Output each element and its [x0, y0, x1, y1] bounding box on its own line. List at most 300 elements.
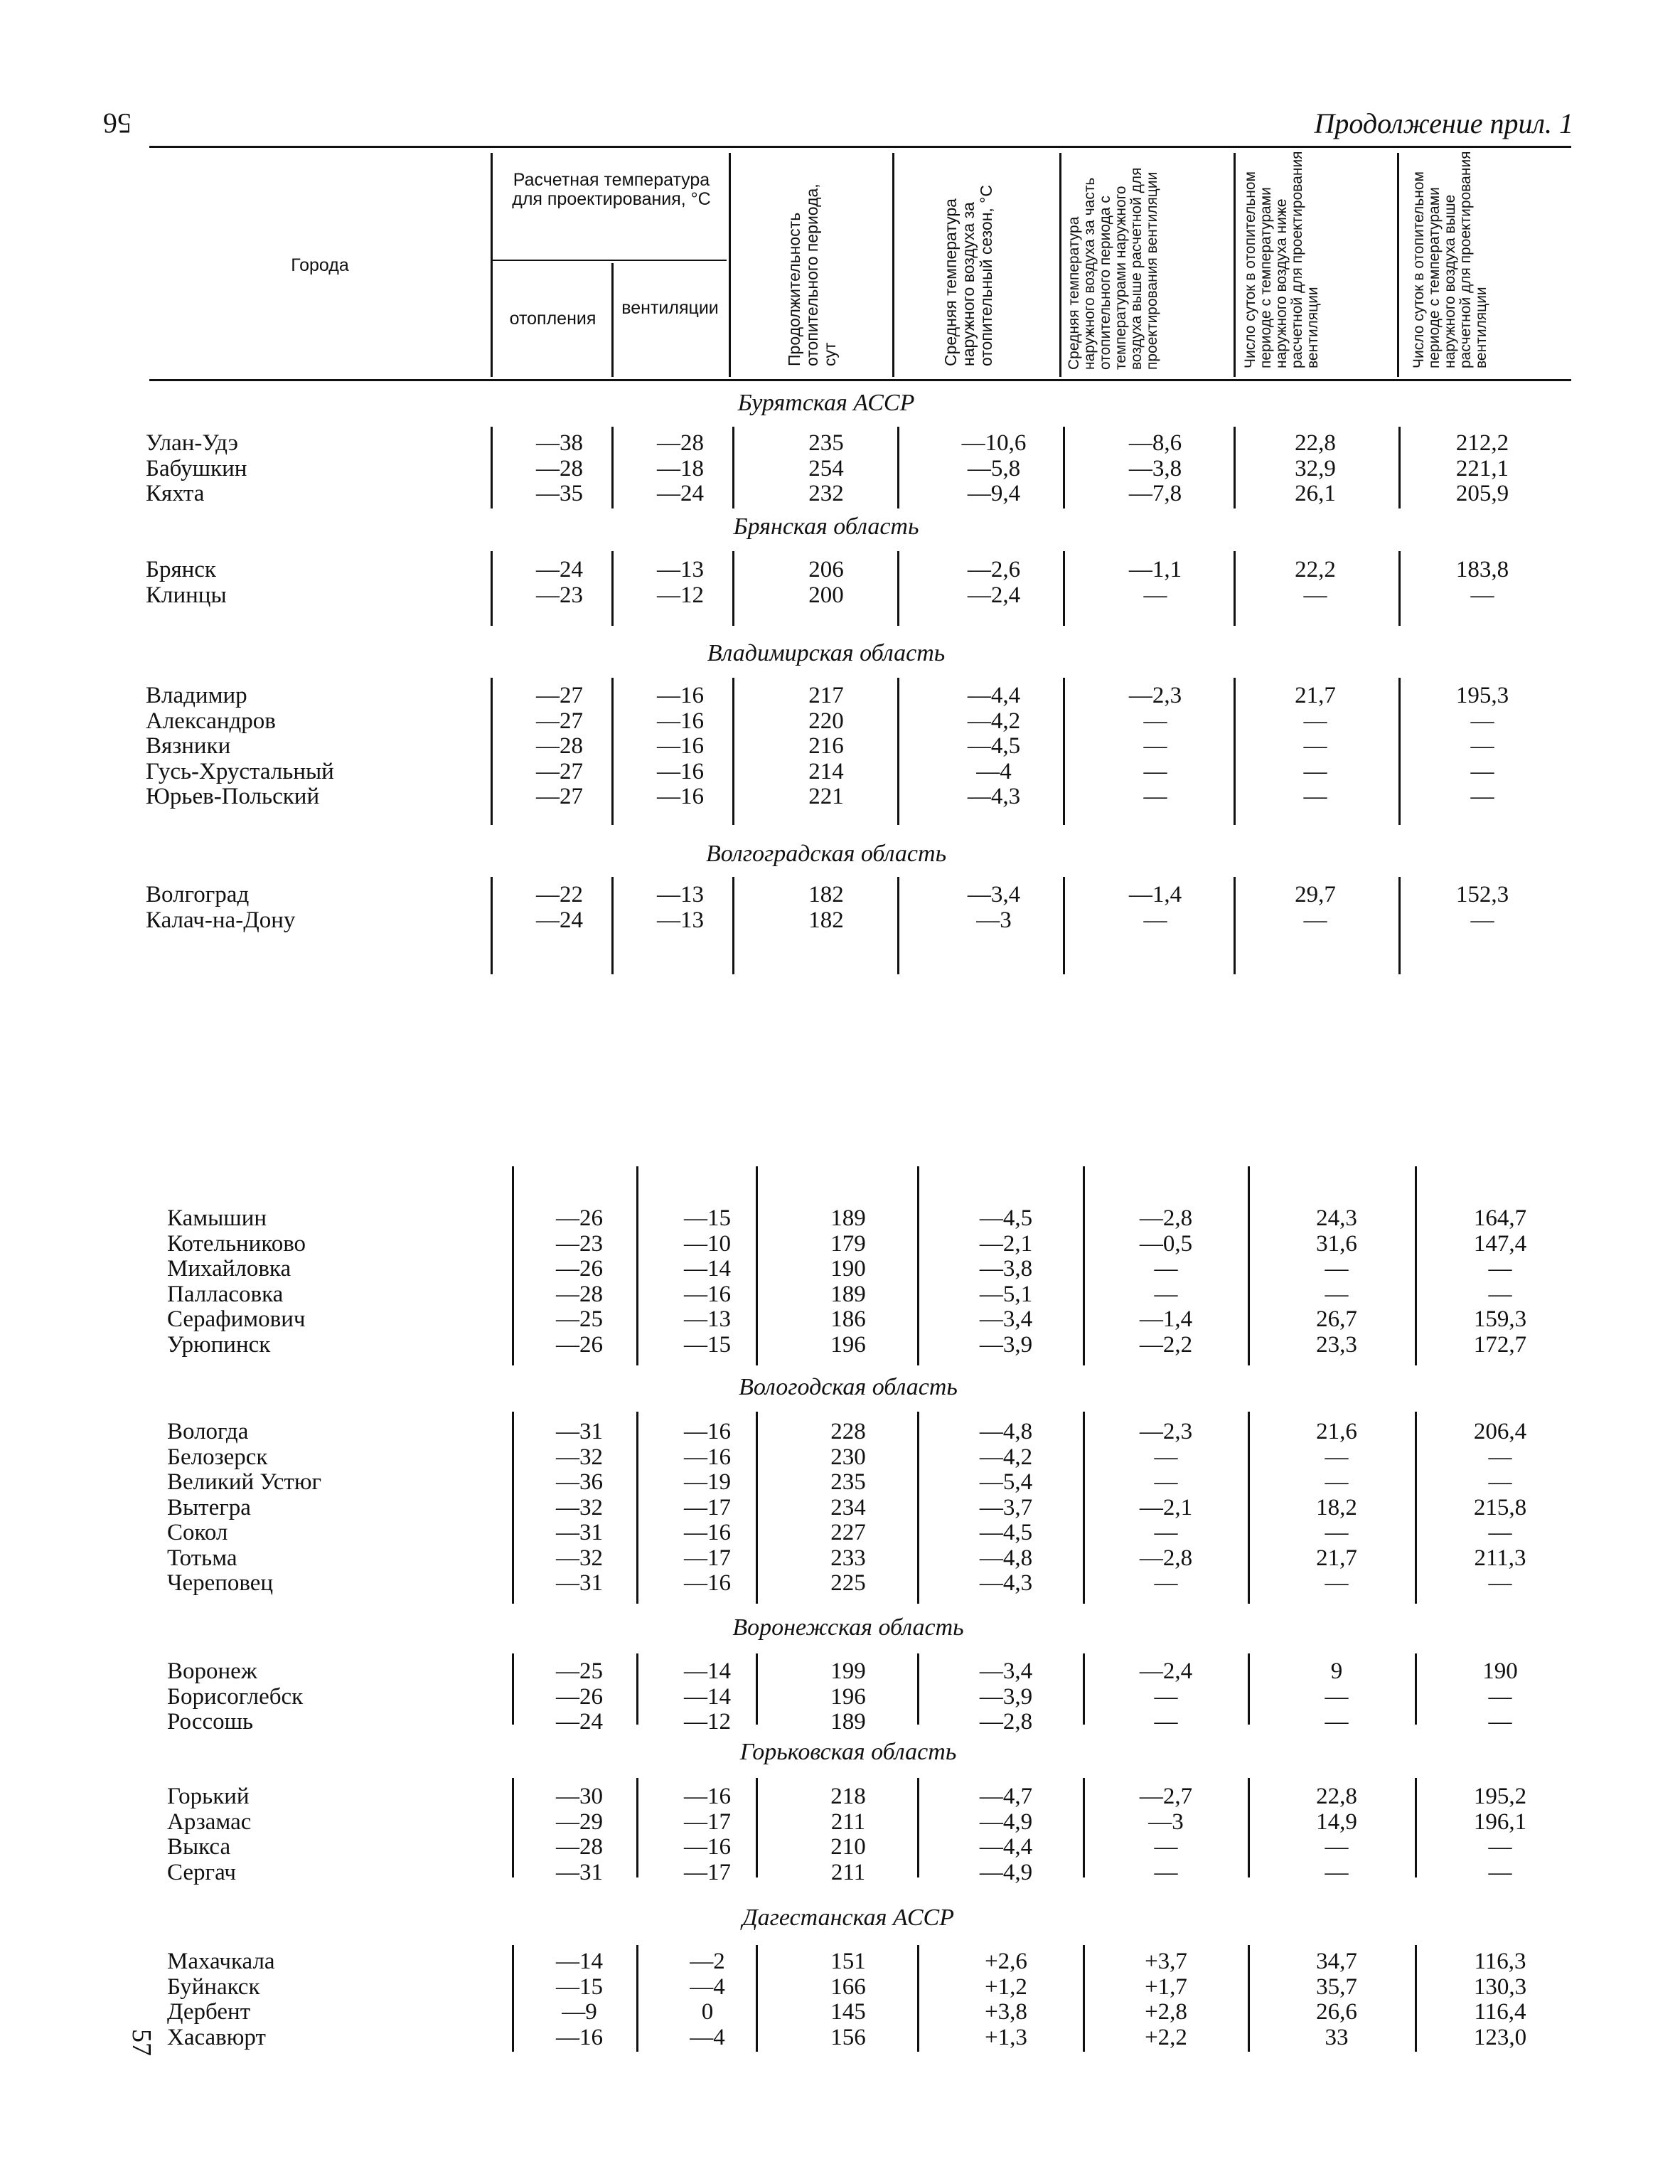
cell-d: 189: [830, 1281, 866, 1307]
cell-db: 34,7: [1316, 1949, 1357, 1974]
column-rule: [732, 678, 734, 825]
cell-d: 145: [830, 1999, 866, 2025]
cell-da: 190: [1482, 1658, 1518, 1684]
cell-t: —5,4: [979, 1469, 1033, 1495]
city-name: Вологда: [167, 1419, 249, 1444]
column-rule: [1063, 877, 1065, 974]
cell-t: —4,7: [979, 1784, 1033, 1809]
city-name: Вязники: [146, 733, 231, 759]
cell-tp: —: [1143, 758, 1167, 784]
cell-db: 26,1: [1295, 481, 1336, 506]
cell-db: 26,6: [1316, 1999, 1357, 2025]
cell-db: —: [1325, 1683, 1349, 1710]
cell-h: —24: [536, 907, 583, 933]
cell-v: —14: [684, 1256, 731, 1282]
column-rule: [1234, 877, 1236, 974]
cell-t: —2,4: [967, 582, 1021, 608]
cell-h: —28: [536, 455, 583, 481]
cell-db: 32,9: [1295, 455, 1336, 481]
column-rule: [1398, 678, 1401, 825]
cell-tp: —2,7: [1139, 1784, 1193, 1809]
cell-t: —5,1: [979, 1281, 1033, 1307]
column-rule: [1398, 551, 1401, 626]
cell-t: —3,8: [979, 1256, 1033, 1282]
cell-tp: —3,8: [1128, 455, 1182, 481]
column-rule: [636, 1945, 638, 2052]
hdr-vline: [1234, 153, 1236, 377]
cell-v: —16: [657, 758, 704, 784]
cell-d: 227: [830, 1520, 866, 1545]
cell-tp: —: [1154, 1834, 1178, 1860]
cell-d: 196: [830, 1331, 866, 1358]
region-title: Владимирская область: [707, 640, 946, 666]
cell-db: 26,7: [1316, 1306, 1357, 1332]
column-rule: [1248, 1166, 1250, 1365]
column-rule: [512, 1412, 514, 1604]
column-rule: [1248, 1945, 1250, 2052]
cell-h: —36: [556, 1469, 603, 1495]
cell-h: —27: [536, 683, 583, 708]
column-rule: [1398, 427, 1401, 508]
cell-v: —16: [657, 784, 704, 809]
column-rule: [1083, 1653, 1085, 1725]
cell-tp: —: [1154, 1570, 1178, 1596]
cell-v: —12: [684, 1709, 731, 1735]
cell-db: 9: [1330, 1658, 1343, 1684]
cell-da: 172,7: [1473, 1331, 1527, 1358]
cell-h: —32: [556, 1545, 603, 1571]
column-rule: [512, 1653, 514, 1725]
cell-da: 130,3: [1473, 1973, 1527, 2000]
city-name: Буйнакск: [167, 1973, 260, 2000]
cell-d: 189: [830, 1709, 866, 1735]
cell-da: —: [1488, 1469, 1512, 1495]
column-rule: [917, 1945, 919, 2052]
region-title: Воронежская область: [732, 1614, 964, 1641]
header-avg-temp-part: Средняя температура наружного воздуха за часть отопительного периода с температурами наружного воздуха выше расчетной для проектирования вентиляции: [1066, 167, 1160, 370]
cell-da: —: [1488, 1444, 1512, 1470]
cell-db: —: [1303, 758, 1327, 784]
cell-v: —4: [690, 1973, 725, 2000]
cell-d: 190: [830, 1256, 866, 1282]
column-rule: [897, 678, 899, 825]
cell-tp: —1,1: [1128, 557, 1182, 582]
cell-h: —27: [536, 758, 583, 784]
cell-db: 23,3: [1316, 1331, 1357, 1358]
column-rule: [636, 1166, 638, 1365]
column-rule: [611, 551, 614, 626]
cell-da: —: [1488, 1256, 1512, 1282]
region-title: Горьковская область: [739, 1739, 957, 1765]
cell-d: 211: [830, 1809, 866, 1835]
cell-h: —31: [556, 1570, 603, 1596]
cell-d: 234: [830, 1494, 866, 1520]
cell-db: 21,7: [1316, 1545, 1357, 1571]
column-rule: [732, 551, 734, 626]
cell-h: —24: [536, 557, 583, 582]
cell-da: 212,2: [1455, 430, 1509, 456]
column-rule: [1415, 1945, 1417, 2052]
region-title: Вологодская область: [739, 1374, 958, 1400]
cell-db: —: [1303, 907, 1327, 933]
city-name: Кяхта: [146, 481, 205, 506]
cell-h: —26: [556, 1256, 603, 1282]
cell-db: —: [1325, 1256, 1349, 1282]
cell-d: 211: [830, 1859, 866, 1885]
city-name: Камышин: [167, 1205, 267, 1231]
cell-tp: —1,4: [1139, 1306, 1193, 1332]
cell-da: —: [1470, 907, 1494, 933]
cell-h: —26: [556, 1205, 603, 1231]
city-name: Улан-Удэ: [146, 430, 238, 456]
city-name: Выкса: [167, 1834, 231, 1860]
cell-t: —4,3: [967, 784, 1021, 809]
cell-d: 214: [808, 758, 844, 784]
column-rule: [636, 1412, 638, 1604]
header-ventilation: вентиляции: [621, 298, 719, 318]
cell-d: 217: [808, 683, 844, 708]
cell-tp: —0,5: [1139, 1230, 1193, 1257]
cell-tp: —8,6: [1128, 430, 1182, 456]
cell-da: 116,3: [1474, 1949, 1526, 1974]
header-heating: отопления: [509, 309, 596, 329]
cell-v: —14: [684, 1683, 731, 1710]
cell-db: 29,7: [1295, 882, 1336, 907]
cell-tp: +3,7: [1145, 1949, 1187, 1974]
city-name: Палласовка: [167, 1281, 284, 1307]
cell-d: 182: [808, 907, 844, 933]
cell-da: 206,4: [1473, 1419, 1527, 1444]
cell-h: —30: [556, 1784, 603, 1809]
cell-h: —16: [556, 2024, 603, 2050]
city-name: Гусь-Хрустальный: [146, 758, 334, 784]
cell-d: 216: [808, 733, 844, 759]
hdr-vline: [611, 263, 614, 377]
cell-d: 200: [808, 582, 844, 608]
cell-t: —3: [976, 907, 1012, 933]
cell-tp: —2,3: [1128, 683, 1182, 708]
cell-t: +1,3: [985, 2024, 1027, 2050]
city-name: Александров: [146, 708, 276, 734]
hdr-vline: [1059, 153, 1061, 377]
header-sub-rule: [492, 260, 727, 261]
cell-tp: —1,4: [1128, 882, 1182, 907]
cell-d: 199: [830, 1658, 866, 1684]
cell-db: —: [1303, 784, 1327, 809]
cell-h: —32: [556, 1494, 603, 1520]
cell-d: 235: [808, 430, 844, 456]
cell-v: —12: [657, 582, 704, 608]
city-name: Сергач: [167, 1859, 237, 1885]
cell-v: —17: [684, 1859, 731, 1885]
cell-tp: —: [1154, 1520, 1178, 1545]
cell-h: —28: [556, 1834, 603, 1860]
cell-h: —38: [536, 430, 583, 456]
city-name: Волгоград: [146, 882, 250, 907]
region-title: Брянская область: [733, 513, 919, 540]
hdr-vline: [892, 153, 894, 377]
header-avg-temp: Средняя температура наружного воздуха за отопительный сезон, °С: [941, 185, 995, 366]
cell-v: —16: [684, 1520, 731, 1545]
header-days-below: Число суток в отопительном периоде с температурами наружного воздуха ниже расчетной для проектирования вентиляции: [1242, 151, 1321, 368]
cell-da: —: [1488, 1709, 1512, 1735]
cell-v: —14: [684, 1658, 731, 1684]
column-rule: [512, 1166, 514, 1365]
cell-t: —2,1: [979, 1230, 1033, 1257]
cell-tp: —2,3: [1139, 1419, 1193, 1444]
city-name: Великий Устюг: [167, 1469, 322, 1495]
city-name: Россошь: [167, 1709, 254, 1735]
city-name: Арзамас: [167, 1809, 252, 1835]
region-title: Бурятская АССР: [737, 390, 915, 416]
cell-t: —10,6: [961, 430, 1027, 456]
cell-v: —4: [690, 2024, 725, 2050]
column-rule: [611, 877, 614, 974]
cell-h: —35: [536, 481, 583, 506]
city-name: Серафимович: [167, 1306, 306, 1332]
cell-da: 195,3: [1455, 683, 1509, 708]
cell-t: —4,2: [979, 1444, 1033, 1470]
city-name: Клинцы: [146, 582, 227, 608]
cell-t: +2,6: [985, 1949, 1027, 1974]
cell-t: —3,4: [979, 1658, 1033, 1684]
cell-da: 159,3: [1473, 1306, 1527, 1332]
column-rule: [512, 1945, 514, 2052]
cell-t: —3,4: [979, 1306, 1033, 1332]
city-name: Юрьев-Польский: [146, 784, 320, 809]
cell-v: —13: [657, 907, 704, 933]
cell-v: —2: [690, 1949, 725, 1974]
page-number-bottom: 57: [127, 2029, 156, 2056]
cell-v: —17: [684, 1809, 731, 1835]
cell-v: —16: [684, 1570, 731, 1596]
cell-db: —: [1325, 1859, 1349, 1885]
cell-db: —: [1325, 1520, 1349, 1545]
cell-db: 22,8: [1316, 1784, 1357, 1809]
cell-d: 186: [830, 1306, 866, 1332]
cell-v: —16: [684, 1419, 731, 1444]
city-name: Котельниково: [167, 1230, 306, 1257]
column-rule: [1063, 427, 1065, 508]
cell-d: 228: [830, 1419, 866, 1444]
cell-h: —31: [556, 1859, 603, 1885]
column-rule: [917, 1778, 919, 1877]
column-rule: [1063, 551, 1065, 626]
cell-t: —3,4: [967, 882, 1021, 907]
cell-tp: +1,7: [1145, 1973, 1187, 2000]
cell-db: 31,6: [1316, 1230, 1357, 1257]
cell-t: +1,2: [985, 1973, 1027, 2000]
region-title: Дагестанская АССР: [742, 1905, 954, 1931]
hdr-vline: [491, 153, 493, 377]
column-rule: [897, 551, 899, 626]
column-rule: [1083, 1778, 1085, 1877]
cell-v: —16: [657, 708, 704, 734]
header-top-rule: [149, 146, 1571, 148]
cell-d: 210: [830, 1834, 866, 1860]
cell-db: 35,7: [1316, 1973, 1357, 2000]
cell-da: 183,8: [1455, 557, 1509, 582]
cell-d: 220: [808, 708, 844, 734]
cell-da: 221,1: [1455, 455, 1509, 481]
cell-t: —4,5: [979, 1205, 1033, 1231]
cell-db: —: [1325, 1834, 1349, 1860]
cell-da: —: [1488, 1683, 1512, 1710]
cell-db: —: [1303, 582, 1327, 608]
column-rule: [1083, 1166, 1085, 1365]
cell-h: —31: [556, 1520, 603, 1545]
cell-v: —16: [684, 1281, 731, 1307]
cell-tp: +2,8: [1145, 1999, 1187, 2025]
cell-da: —: [1470, 733, 1494, 759]
cell-tp: —2,2: [1139, 1331, 1193, 1358]
cell-h: —27: [536, 708, 583, 734]
cell-h: —31: [556, 1419, 603, 1444]
column-rule: [732, 427, 734, 508]
cell-tp: —: [1154, 1709, 1178, 1735]
cell-h: —29: [556, 1809, 603, 1835]
cell-v: —19: [684, 1469, 731, 1495]
city-name: Михайловка: [167, 1256, 291, 1282]
cell-h: —27: [536, 784, 583, 809]
column-rule: [756, 1778, 758, 1877]
cell-v: —16: [684, 1784, 731, 1809]
cell-da: —: [1488, 1520, 1512, 1545]
city-name: Хасавюрт: [167, 2024, 266, 2050]
cell-tp: —3: [1148, 1809, 1184, 1835]
column-rule: [1234, 427, 1236, 508]
city-name: Тотьма: [167, 1545, 237, 1571]
city-name: Сокол: [167, 1520, 228, 1545]
cell-v: —13: [657, 557, 704, 582]
column-rule: [1083, 1412, 1085, 1604]
city-name: Череповец: [167, 1570, 274, 1596]
cell-h: —28: [536, 733, 583, 759]
column-rule: [1398, 877, 1401, 974]
cell-v: —28: [657, 430, 704, 456]
cell-d: 218: [830, 1784, 866, 1809]
city-name: Калач-на-Дону: [146, 907, 296, 933]
cell-h: —24: [556, 1709, 603, 1735]
cell-v: —16: [684, 1444, 731, 1470]
column-rule: [636, 1778, 638, 1877]
cell-da: 196,1: [1473, 1809, 1527, 1835]
cell-t: —4,2: [967, 708, 1021, 734]
cell-t: —5,8: [967, 455, 1021, 481]
cell-d: 166: [830, 1973, 866, 2000]
cell-tp: +2,2: [1145, 2024, 1187, 2050]
hdr-vline: [729, 153, 731, 377]
column-rule: [897, 877, 899, 974]
cell-tp: —2,8: [1139, 1205, 1193, 1231]
column-rule: [1063, 678, 1065, 825]
cell-db: —: [1325, 1570, 1349, 1596]
cell-d: 233: [830, 1545, 866, 1571]
cell-da: —: [1470, 758, 1494, 784]
cell-v: —13: [684, 1306, 731, 1332]
cell-d: 189: [830, 1205, 866, 1231]
cell-h: —25: [556, 1658, 603, 1684]
cell-da: 205,9: [1455, 481, 1509, 506]
city-name: Дербент: [167, 1999, 251, 2025]
cell-da: —: [1470, 582, 1494, 608]
column-rule: [1083, 1945, 1085, 2052]
column-rule: [1415, 1166, 1417, 1365]
cell-da: —: [1488, 1281, 1512, 1307]
cell-db: 21,7: [1295, 683, 1336, 708]
cell-v: —15: [684, 1331, 731, 1358]
cell-da: 116,4: [1474, 1999, 1526, 2025]
cell-db: —: [1325, 1469, 1349, 1495]
cell-d: 254: [808, 455, 844, 481]
cell-v: —16: [657, 683, 704, 708]
city-name: Борисоглебск: [167, 1683, 304, 1710]
cell-db: 24,3: [1316, 1205, 1357, 1231]
header-duration: Продолжительность отопительного периода, сут: [785, 183, 839, 366]
cell-t: —4,4: [979, 1834, 1033, 1860]
cell-t: —4,3: [979, 1570, 1033, 1596]
column-rule: [1248, 1778, 1250, 1877]
cell-da: 215,8: [1473, 1494, 1527, 1520]
column-rule: [756, 1166, 758, 1365]
cell-t: —4: [976, 758, 1012, 784]
column-rule: [1234, 678, 1236, 825]
cell-v: —15: [684, 1205, 731, 1231]
region-title: Волгоградская область: [705, 841, 947, 867]
cell-da: —: [1488, 1859, 1512, 1885]
cell-db: —: [1303, 733, 1327, 759]
cell-v: —13: [657, 882, 704, 907]
column-rule: [1234, 551, 1236, 626]
cell-d: 179: [830, 1230, 866, 1257]
cell-db: —: [1325, 1709, 1349, 1735]
column-rule: [611, 678, 614, 825]
header-design-temp: Расчетная температура для проектирования, °С: [512, 170, 711, 209]
cell-tp: —: [1154, 1281, 1178, 1307]
cell-v: —24: [657, 481, 704, 506]
cell-tp: —: [1154, 1256, 1178, 1282]
column-rule: [897, 427, 899, 508]
cell-d: 232: [808, 481, 844, 506]
cell-t: —4,5: [979, 1520, 1033, 1545]
cell-tp: —: [1143, 784, 1167, 809]
cell-v: —18: [657, 455, 704, 481]
column-rule: [732, 877, 734, 974]
cell-da: 211,3: [1474, 1545, 1526, 1571]
column-rule: [491, 877, 493, 974]
column-rule: [491, 551, 493, 626]
cell-da: 152,3: [1455, 882, 1509, 907]
cell-t: +3,8: [985, 1999, 1027, 2025]
cell-t: —3,7: [979, 1494, 1033, 1520]
cell-tp: —: [1154, 1683, 1178, 1710]
cell-t: —4,9: [979, 1859, 1033, 1885]
cell-d: 151: [830, 1949, 866, 1974]
cell-v: —17: [684, 1545, 731, 1571]
cell-db: —: [1325, 1444, 1349, 1470]
column-rule: [756, 1653, 758, 1725]
column-rule: [512, 1778, 514, 1877]
column-rule: [1248, 1412, 1250, 1604]
header-city: Города: [291, 255, 349, 275]
cell-tp: —: [1143, 708, 1167, 734]
cell-db: 14,9: [1316, 1809, 1357, 1835]
cell-t: —4,9: [979, 1809, 1033, 1835]
cell-h: —26: [556, 1683, 603, 1710]
cell-db: 33: [1325, 2024, 1349, 2050]
cell-da: —: [1488, 1570, 1512, 1596]
cell-d: 235: [830, 1469, 866, 1495]
